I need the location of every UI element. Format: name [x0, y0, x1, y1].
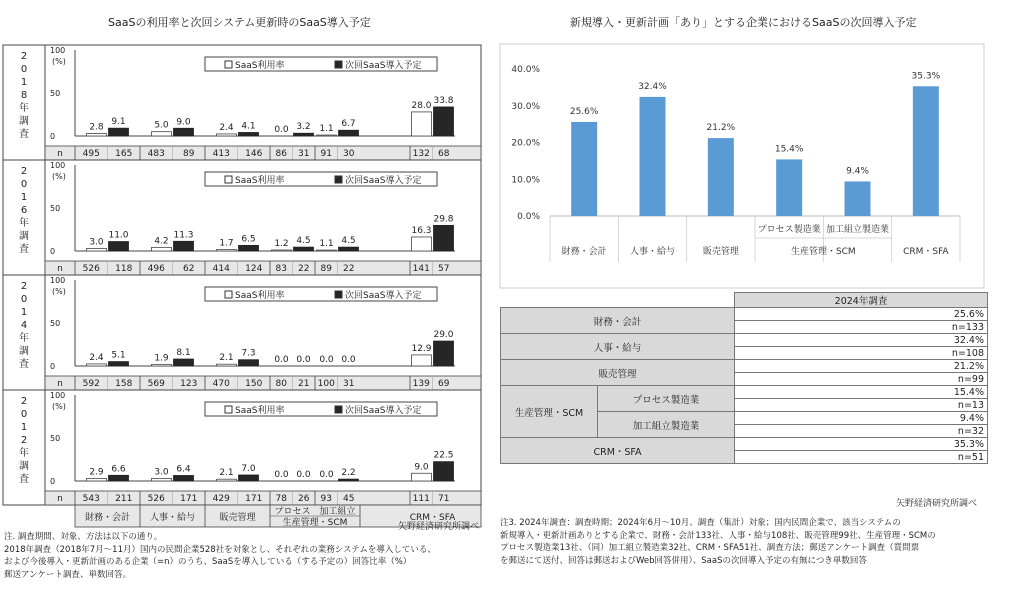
- bar-saas: [217, 250, 237, 251]
- n-value-saas: 495: [82, 149, 100, 159]
- n-value-saas: 111: [412, 494, 430, 504]
- year-label-char: 査: [19, 129, 29, 140]
- n-value-saas: 132: [412, 149, 430, 159]
- legend-label-next: 次回SaaS導入予定: [345, 291, 422, 301]
- value-label-next: 6.4: [176, 464, 191, 475]
- n-value-saas: 93: [320, 494, 332, 504]
- n-value-saas: 89: [320, 264, 332, 274]
- row-n: n=13: [735, 399, 988, 412]
- n-value-next: 31: [343, 379, 355, 389]
- n-value-saas: 470: [212, 379, 230, 389]
- n-value-saas: 526: [147, 494, 165, 504]
- y-tick-label: 10.0%: [511, 175, 540, 186]
- y-axis-unit: (%): [52, 287, 66, 296]
- bar: [913, 86, 939, 216]
- left-chart-title: SaaSの利用率と次回システム更新時のSaaS導入予定: [108, 16, 371, 29]
- value-label-next: 22.5: [433, 450, 454, 461]
- year-label-char: 2: [20, 166, 28, 177]
- bar-saas: [217, 364, 237, 366]
- bar-saas: [412, 237, 432, 251]
- value-label-next: 0.0: [341, 355, 356, 365]
- y-tick-label: 50: [50, 319, 61, 328]
- n-value-next: 171: [245, 494, 263, 504]
- legend-label-next: 次回SaaS導入予定: [345, 61, 422, 71]
- legend-swatch-saas: [225, 61, 232, 68]
- y-tick-label: 30.0%: [511, 101, 540, 112]
- y-tick-label: 0: [50, 362, 56, 371]
- row-pct: 25.6%: [735, 308, 988, 321]
- n-value-next: 69: [438, 379, 450, 389]
- category-label: 財務・会計: [84, 513, 131, 523]
- note-line: 新規導入・更新計画ありとする企業で、財務・会計133社、人事・給与108社、販売管理99社、生産管理・SCMの: [500, 530, 936, 541]
- table-corner: [501, 293, 735, 308]
- value-label-saas: 2.1: [219, 468, 234, 479]
- row-pct: 9.4%: [735, 412, 988, 425]
- n-value-next: 123: [180, 379, 198, 389]
- legend-label-next: 次回SaaS導入予定: [345, 406, 422, 416]
- legend-label-saas: SaaS利用率: [235, 291, 285, 301]
- value-label: 21.2%: [706, 123, 736, 134]
- bar-next: [434, 462, 454, 481]
- table-row: [501, 308, 988, 321]
- row-n: n=99: [735, 373, 988, 386]
- legend-swatch-saas: [225, 176, 232, 183]
- row-label: 人事・給与: [501, 334, 735, 360]
- bar-next: [174, 241, 194, 251]
- value-label: 15.4%: [774, 144, 804, 155]
- y-tick-label: 50: [50, 204, 61, 213]
- bar-next: [434, 341, 454, 366]
- bar-saas: [152, 132, 172, 136]
- n-value-next: 158: [115, 379, 133, 389]
- bar-next: [109, 475, 129, 481]
- bar-next: [434, 107, 454, 136]
- n-value-saas: 496: [147, 264, 165, 274]
- y-tick-label: 0: [50, 477, 56, 486]
- bar-next: [434, 225, 454, 251]
- category-label: プロセス製造業: [757, 225, 821, 235]
- value-label-next: 4.1: [241, 121, 256, 132]
- value-label: 35.3%: [911, 71, 941, 82]
- value-label-next: 8.1: [176, 348, 191, 359]
- legend-swatch-next: [335, 406, 342, 413]
- row-n: n=32: [735, 425, 988, 438]
- n-value-saas: 83: [275, 264, 287, 274]
- n-value-next: 124: [245, 264, 263, 274]
- note-line: 郵送アンケート調査、単数回答。: [4, 569, 131, 580]
- y-tick-label: 0.0%: [517, 212, 540, 222]
- table-header: 2024年調査: [735, 293, 988, 308]
- category-label: プロセス: [274, 507, 311, 517]
- row-pct: 32.4%: [735, 334, 988, 347]
- table-row: [501, 360, 988, 373]
- n-value-next: 22: [343, 264, 355, 274]
- year-label-char: 査: [19, 359, 29, 370]
- value-label-saas: 0.0: [274, 470, 289, 480]
- bar-next: [239, 132, 259, 136]
- note-line: 注. 調査期間、対象、方法は以下の通り。: [4, 532, 163, 542]
- year-label-char: 6: [20, 205, 28, 216]
- value-label-saas: 2.9: [89, 467, 104, 478]
- legend-swatch-next: [335, 61, 342, 68]
- bar-next: [174, 128, 194, 136]
- left-note: [4, 531, 436, 581]
- y-tick-label: 50: [50, 434, 61, 443]
- bar-saas: [87, 248, 107, 251]
- bar-next: [294, 247, 314, 251]
- n-value-next: 68: [438, 149, 450, 159]
- n-value-next: 118: [115, 264, 133, 274]
- value-label-next: 29.8: [433, 214, 454, 225]
- bar: [708, 138, 734, 216]
- category-label: 販売管理: [219, 513, 256, 523]
- row-pct: 35.3%: [735, 438, 988, 451]
- bar-next: [294, 133, 314, 136]
- category-label: 財務・会計: [561, 247, 607, 257]
- year-label-char: 調: [19, 116, 29, 127]
- bar-next: [239, 475, 259, 481]
- y-tick-label: 50: [50, 89, 61, 98]
- value-label: 25.6%: [569, 106, 599, 117]
- bar-next: [339, 130, 359, 136]
- right-note: [500, 517, 936, 567]
- note-line: 2018年調査（2018年7月～11月）国内の民間企業528社を対象とし、それぞれの業務システムを導入している、: [4, 544, 436, 555]
- year-label-char: 0: [20, 409, 28, 420]
- n-value-next: 89: [183, 149, 195, 159]
- bar: [640, 97, 666, 216]
- y-tick-label: 100: [50, 391, 66, 400]
- bar-next: [239, 245, 259, 251]
- category-label: CRM・SFA: [903, 247, 949, 257]
- y-tick-label: 0: [50, 132, 56, 141]
- bar-saas: [412, 355, 432, 366]
- row-n: n=51: [735, 451, 988, 464]
- category-label: 加工組立: [319, 507, 356, 517]
- bar-next: [109, 362, 129, 366]
- value-label-next: 0.0: [296, 355, 311, 365]
- bar: [776, 159, 802, 216]
- y-tick-label: 100: [50, 46, 66, 55]
- y-tick-label: 0: [50, 247, 56, 256]
- category-label: 人事・給与: [629, 247, 676, 257]
- year-label-char: 2: [20, 435, 28, 446]
- value-label-saas: 2.4: [89, 352, 104, 363]
- value-label-saas: 1.7: [219, 238, 234, 249]
- legend-swatch-next: [335, 176, 342, 183]
- n-value-next: 31: [298, 149, 310, 159]
- row-pct: 15.4%: [735, 386, 988, 399]
- year-label-char: 8: [20, 90, 28, 101]
- category-label: 加工組立製造業: [825, 225, 890, 235]
- n-label: n: [57, 149, 63, 159]
- value-label-next: 11.0: [108, 230, 129, 241]
- value-label-next: 5.1: [111, 350, 126, 361]
- right-chart-title: 新規導入・更新計画「あり」とする企業におけるSaaSの次回導入予定: [570, 16, 917, 29]
- value-label-next: 9.0: [176, 117, 191, 128]
- y-tick-label: 40.0%: [511, 65, 540, 75]
- n-value-saas: 86: [275, 149, 287, 159]
- year-label-char: 2: [20, 51, 28, 62]
- value-label-next: 4.5: [341, 236, 356, 247]
- n-value-next: 30: [343, 149, 355, 159]
- y-axis-unit: (%): [52, 57, 66, 66]
- right-bar-chart: [490, 30, 990, 310]
- legend-label-next: 次回SaaS導入予定: [345, 176, 422, 186]
- legend-label-saas: SaaS利用率: [235, 406, 285, 416]
- value-label-saas: 1.2: [274, 238, 289, 249]
- bar-saas: [412, 112, 432, 136]
- bar-saas: [412, 473, 432, 481]
- n-value-next: 146: [245, 149, 263, 159]
- value-label-saas: 1.1: [319, 239, 334, 250]
- n-value-saas: 141: [412, 264, 430, 274]
- legend-swatch-saas: [225, 406, 232, 413]
- legend-label-saas: SaaS利用率: [235, 61, 285, 71]
- n-value-saas: 483: [147, 149, 165, 159]
- value-label: 32.4%: [638, 81, 667, 92]
- value-label-next: 0.0: [296, 470, 311, 480]
- value-label-saas: 0.0: [319, 470, 334, 480]
- row-label: 財務・会計: [501, 308, 735, 334]
- n-value-next: 150: [245, 379, 263, 389]
- n-value-saas: 592: [82, 379, 100, 389]
- year-label-char: 4: [20, 320, 28, 331]
- legend-swatch-next: [335, 291, 342, 298]
- n-value-saas: 413: [212, 149, 230, 159]
- left-source: 矢野経済研究所調べ: [398, 522, 480, 532]
- row-pct: 21.2%: [735, 360, 988, 373]
- note-line: および今後導入・更新計画のある企業（=n）のうち、SaaSを導入している（する予定の）回答比率（%）: [4, 557, 412, 567]
- value-label-saas: 12.9: [411, 343, 432, 354]
- year-label-char: 2: [20, 396, 28, 407]
- value-label-saas: 4.2: [154, 236, 169, 247]
- row-n: n=108: [735, 347, 988, 360]
- n-value-next: 57: [438, 264, 450, 274]
- row-group-label: 生産管理・SCM: [501, 386, 598, 438]
- note-line: 注3. 2024年調査：調査時期；2024年6月～10月、調査（集計）対象；国内民間企業で、該当システムの: [500, 518, 901, 528]
- bar-saas: [152, 364, 172, 366]
- value-label-saas: 9.0: [414, 462, 429, 473]
- bar-next: [239, 360, 259, 366]
- value-label-next: 7.3: [241, 348, 256, 359]
- y-axis-unit: (%): [52, 402, 66, 411]
- note-line: プロセス製造業13社、（同）加工組立製造業32社、CRM・SFA51社、調査方法；郵送アンケート調査（質問票: [500, 543, 920, 553]
- value-label-saas: 0.0: [319, 355, 334, 365]
- right-source: 矢野経済研究所調べ: [896, 499, 978, 509]
- n-value-saas: 429: [212, 494, 230, 504]
- n-value-next: 26: [298, 494, 310, 504]
- bar-saas: [87, 134, 107, 136]
- year-label-char: 0: [20, 294, 28, 305]
- year-label-char: 1: [20, 77, 28, 88]
- row-n: n=133: [735, 321, 988, 334]
- note-line: を郵送にて送付、回答は郵送およびWeb回答併用）、SaaSの次回導入予定の有無につき単数回答: [500, 555, 867, 566]
- year-label-char: 査: [19, 244, 29, 255]
- value-label-saas: 16.3: [411, 225, 432, 236]
- n-value-saas: 569: [147, 379, 165, 389]
- bar-saas: [272, 250, 292, 251]
- bar-next: [174, 475, 194, 481]
- n-value-next: 165: [115, 149, 133, 159]
- value-label-next: 7.0: [241, 463, 256, 474]
- value-label: 9.4%: [846, 166, 869, 177]
- n-label: n: [57, 264, 63, 274]
- bar: [845, 181, 871, 216]
- year-label-char: 1: [20, 192, 28, 203]
- bar-saas: [152, 478, 172, 481]
- row-label: CRM・SFA: [501, 438, 735, 464]
- n-value-next: 71: [438, 494, 450, 504]
- year-label-char: 0: [20, 179, 28, 190]
- bar-next: [339, 479, 359, 481]
- year-label-char: 年: [19, 333, 29, 344]
- category-label: 販売管理: [702, 247, 739, 257]
- value-label-next: 2.2: [341, 468, 356, 479]
- year-label-char: 0: [20, 64, 28, 75]
- bar-saas: [87, 364, 107, 366]
- bar-next: [109, 242, 129, 251]
- row-label: プロセス製造業: [598, 386, 735, 412]
- n-value-next: 62: [183, 264, 195, 274]
- value-label-next: 3.2: [296, 122, 311, 133]
- bar-next: [339, 247, 359, 251]
- n-value-next: 171: [180, 494, 198, 504]
- y-tick-label: 20.0%: [511, 138, 540, 149]
- bar-saas: [317, 250, 337, 251]
- year-label-char: 年: [19, 103, 29, 114]
- n-value-saas: 543: [82, 494, 100, 504]
- category-label: CRM・SFA: [409, 513, 456, 523]
- table-row: [501, 386, 988, 399]
- y-tick-label: 100: [50, 161, 66, 170]
- n-value-saas: 526: [82, 264, 100, 274]
- value-label-saas: 0.0: [274, 125, 289, 135]
- year-label-char: 年: [19, 218, 29, 229]
- value-label-saas: 0.0: [274, 355, 289, 365]
- n-label: n: [57, 379, 63, 389]
- bar-saas: [217, 134, 237, 136]
- category-label: 人事・給与: [149, 513, 196, 523]
- bar-next: [174, 359, 194, 366]
- value-label-next: 6.5: [241, 234, 256, 245]
- value-label-saas: 3.0: [154, 467, 169, 478]
- n-value-saas: 139: [412, 379, 430, 389]
- bar: [571, 122, 597, 216]
- value-label-next: 6.6: [111, 464, 126, 475]
- row-label: 加工組立製造業: [598, 412, 735, 438]
- value-label-next: 4.5: [296, 236, 311, 247]
- bar-saas: [152, 247, 172, 251]
- result-table: [500, 292, 988, 464]
- group-label: 生産管理・SCM: [282, 518, 348, 528]
- value-label-next: 29.0: [433, 330, 454, 341]
- n-value-next: 45: [343, 494, 355, 504]
- year-label-char: 調: [19, 346, 29, 357]
- year-label-char: 1: [20, 307, 28, 318]
- year-label-char: 1: [20, 422, 28, 433]
- y-tick-label: 100: [50, 276, 66, 285]
- legend-swatch-saas: [225, 291, 232, 298]
- n-value-saas: 91: [320, 149, 332, 159]
- year-label-char: 2: [20, 281, 28, 292]
- value-label-next: 33.8: [433, 95, 454, 106]
- value-label-next: 9.1: [111, 117, 126, 128]
- year-label-char: 調: [19, 461, 29, 472]
- y-axis-unit: (%): [52, 172, 66, 181]
- value-label-saas: 2.4: [219, 122, 234, 133]
- value-label-saas: 5.0: [154, 120, 169, 131]
- year-label-char: 年: [19, 448, 29, 459]
- value-label-saas: 2.1: [219, 353, 234, 364]
- bar-saas: [87, 479, 107, 481]
- bar-next: [109, 128, 129, 136]
- n-value-saas: 100: [317, 379, 335, 389]
- year-label-char: 調: [19, 231, 29, 242]
- value-label-saas: 1.9: [154, 353, 169, 364]
- n-value-next: 22: [298, 264, 310, 274]
- value-label-saas: 2.8: [89, 122, 104, 133]
- group-label: 生産管理・SCM: [790, 247, 856, 257]
- value-label-next: 6.7: [341, 119, 356, 130]
- n-value-next: 21: [298, 379, 310, 389]
- legend-label-saas: SaaS利用率: [235, 176, 285, 186]
- table-row: [501, 438, 988, 451]
- value-label-saas: 28.0: [411, 100, 432, 111]
- n-value-saas: 414: [212, 264, 230, 274]
- value-label-saas: 3.0: [89, 237, 104, 248]
- value-label-saas: 1.1: [319, 124, 334, 135]
- bar-saas: [217, 479, 237, 481]
- row-label: 販売管理: [501, 360, 735, 386]
- n-value-next: 211: [115, 494, 133, 504]
- table-row: [501, 334, 988, 347]
- n-value-saas: 80: [275, 379, 287, 389]
- value-label-next: 11.3: [173, 230, 194, 241]
- bar-saas: [317, 135, 337, 136]
- year-label-char: 査: [19, 474, 29, 485]
- n-value-saas: 78: [275, 494, 287, 504]
- n-label: n: [57, 494, 63, 504]
